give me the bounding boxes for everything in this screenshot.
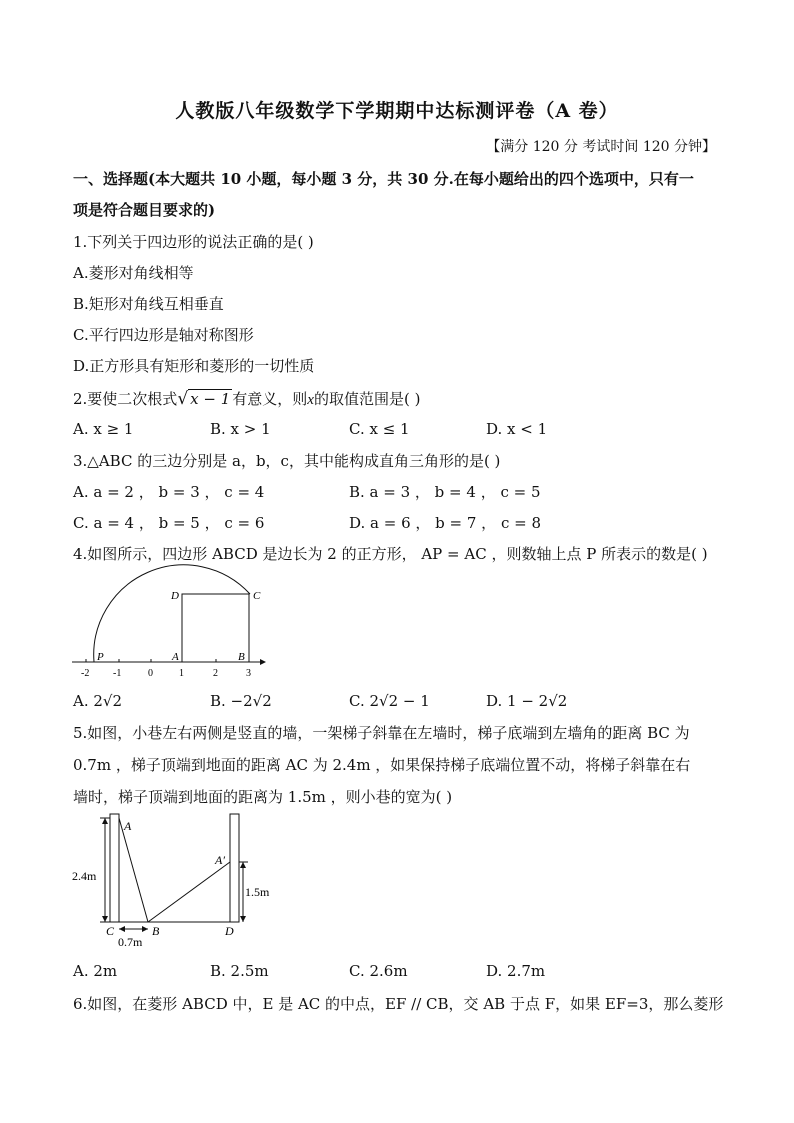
q3-option-c: C. a = 4 ， b = 5 ， c = 6 bbox=[73, 514, 265, 532]
q4-tick-label: 0 bbox=[148, 668, 153, 679]
q2-option-a: A. x ≥ 1 bbox=[73, 420, 134, 438]
q5-line1: 5.如图，小巷左右两侧是竖直的墙，一架梯子斜靠在左墙时，梯子底端到左墙角的距离 BC 为 bbox=[73, 724, 690, 742]
q5-height-right: 1.5m bbox=[245, 885, 270, 899]
q4-tick-label: -1 bbox=[113, 668, 122, 679]
q1-option-c: C.平行四边形是轴对称图形 bbox=[73, 326, 254, 344]
q4-option-c: C. 2√2 − 1 bbox=[349, 692, 430, 710]
q4-option-a: A. 2√2 bbox=[73, 692, 123, 710]
q2-option-d: D. x < 1 bbox=[486, 420, 548, 438]
q5-option-c: C. 2.6m bbox=[349, 962, 408, 980]
q5-option-b: B. 2.5m bbox=[210, 962, 269, 980]
q4-arc bbox=[94, 565, 250, 662]
q5-label-b: B bbox=[152, 924, 160, 938]
q4-tick-label: 3 bbox=[246, 668, 251, 679]
q3-option-b: B. a = 3 ， b = 4 ， c = 5 bbox=[349, 483, 541, 501]
q5-right-wall bbox=[230, 814, 239, 922]
exam-title: 人教版八年级数学下学期期中达标测评卷（A 卷） bbox=[175, 100, 619, 122]
q1-option-d: D.正方形具有矩形和菱形的一切性质 bbox=[73, 357, 315, 375]
q4-label-b: B bbox=[238, 651, 245, 663]
q2-stem-mid: 有意义，则 bbox=[232, 390, 308, 408]
q5-option-a: A. 2m bbox=[73, 962, 118, 980]
q5-ladder-right bbox=[148, 862, 230, 922]
q6-stem: 6.如图，在菱形 ABCD 中，E 是 AC 的中点，EF // CB，交 AB 于点 F，如果 EF=3，那么菱形 bbox=[73, 995, 724, 1013]
q4-axis-arrow bbox=[260, 659, 266, 665]
q1-option-a: A.菱形对角线相等 bbox=[73, 264, 194, 282]
q4-tick-label: 1 bbox=[179, 668, 184, 679]
q2-option-b: B. x > 1 bbox=[210, 420, 271, 438]
q5-label-c: C bbox=[106, 924, 115, 938]
radical-sign: √ bbox=[177, 389, 189, 409]
section1-heading-line1: 一、选择题(本大题共 10 小题，每小题 3 分，共 30 分.在每小题给出的四个选项中，只有一 bbox=[73, 170, 694, 188]
q5-height-left: 2.4m bbox=[72, 869, 97, 883]
q5-label-a: A bbox=[124, 819, 132, 833]
q2-option-c: C. x ≤ 1 bbox=[349, 420, 410, 438]
q2-stem-post: 的取值范围是( ) bbox=[313, 390, 421, 408]
q2-stem bbox=[73, 388, 420, 409]
q5-line3: 墙时，梯子顶端到地面的距离为 1.5m ，则小巷的宽为( ) bbox=[73, 788, 453, 806]
q4-option-d: D. 1 − 2√2 bbox=[486, 692, 568, 710]
q5-label-a-prime: A′ bbox=[215, 853, 225, 867]
q5-base-length: 0.7m bbox=[118, 935, 143, 949]
q1-option-b: B.矩形对角线互相垂直 bbox=[73, 295, 224, 313]
q3-stem: 3.△ABC 的三边分别是 a，b，c，其中能构成直角三角形的是( ) bbox=[73, 452, 501, 470]
q5-ladder-left bbox=[119, 818, 148, 922]
section1-heading-line2: 项是符合题目要求的) bbox=[73, 201, 216, 219]
q4-tick-label: 2 bbox=[213, 668, 218, 679]
score-time-line: 【满分 120 分 考试时间 120 分钟】 bbox=[486, 139, 716, 155]
q2-var: x bbox=[307, 392, 314, 408]
q4-label-c: C bbox=[253, 590, 261, 602]
q3-option-d: D. a = 6 ， b = 7 ， c = 8 bbox=[349, 514, 541, 532]
q4-option-b: B. −2√2 bbox=[210, 692, 272, 710]
q3-option-a: A. a = 2 ， b = 3 ， c = 4 bbox=[73, 483, 265, 501]
q4-label-p: P bbox=[97, 651, 104, 663]
q5-label-d: D bbox=[225, 924, 234, 938]
q2-radicand: x − 1 bbox=[190, 390, 231, 408]
q4-tick-label: -2 bbox=[81, 668, 90, 679]
q5-left-wall bbox=[110, 814, 119, 922]
q4-label-d: D bbox=[171, 590, 179, 602]
q4-label-a: A bbox=[172, 651, 179, 663]
q4-stem: 4.如图所示，四边形 ABCD 是边长为 2 的正方形， AP = AC ，则数轴上点 P 所表示的数是( ) bbox=[73, 545, 708, 563]
q4-number-line-figure bbox=[70, 572, 270, 684]
q5-option-d: D. 2.7m bbox=[486, 962, 546, 980]
q5-line2: 0.7m ，梯子顶端到地面的距离 AC 为 2.4m ，如果保持梯子底端位置不动，将梯子斜靠在右 bbox=[73, 756, 691, 774]
q2-stem-pre: 2.要使二次根式 bbox=[73, 390, 178, 408]
q5-ladder-figure bbox=[70, 812, 270, 952]
q1-stem: 1.下列关于四边形的说法正确的是( ) bbox=[73, 233, 314, 251]
